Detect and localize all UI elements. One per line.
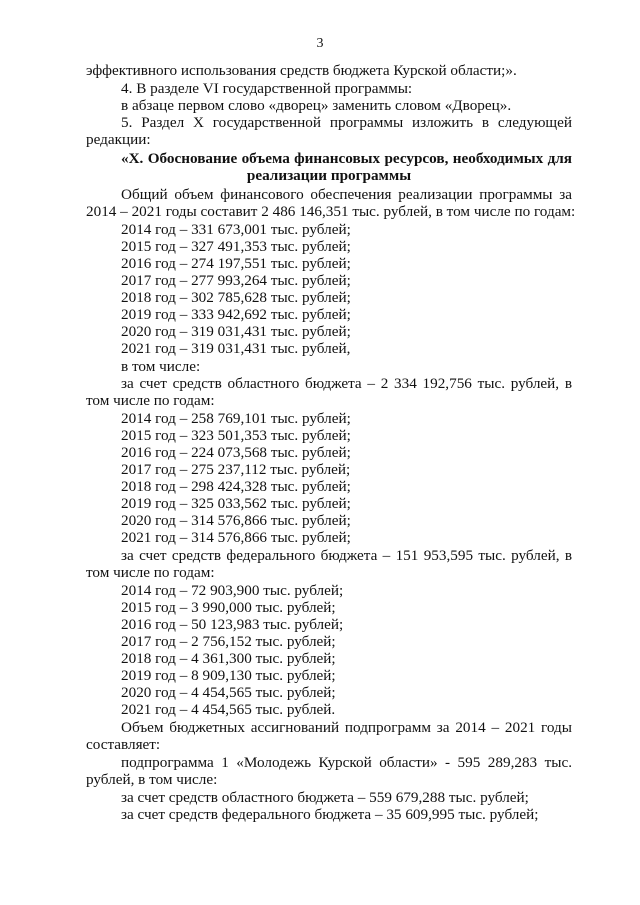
total-year-line: 2015 год – 327 491,353 тыс. рублей;	[121, 238, 351, 255]
regional-year-line: 2018 год – 298 424,328 тыс. рублей;	[121, 478, 351, 495]
federal-year-line: 2021 год – 4 454,565 тыс. рублей.	[121, 701, 336, 718]
federal-year-line: 2015 год – 3 990,000 тыс. рублей;	[121, 599, 336, 616]
total-year-line: 2019 год – 333 942,692 тыс. рублей;	[121, 306, 351, 323]
total-year-line: 2021 год – 319 031,431 тыс. рублей,	[121, 340, 351, 357]
text-line: составляет:	[86, 736, 161, 753]
text-line: Общий объем финансового обеспечения реализации программы за	[121, 186, 572, 203]
total-year-line: 2020 год – 319 031,431 тыс. рублей;	[121, 323, 351, 340]
regional-year-line: 2015 год – 323 501,353 тыс. рублей;	[121, 427, 351, 444]
regional-year-line: 2021 год – 314 576,866 тыс. рублей;	[121, 529, 351, 546]
text-line: в абзаце первом слово «дворец» заменить словом «Дворец».	[121, 97, 512, 114]
section-heading-line1: «X. Обоснование объема финансовых ресурсов, необходимых для	[121, 150, 572, 167]
total-year-line: 2018 год – 302 785,628 тыс. рублей;	[121, 289, 351, 306]
federal-year-line: 2016 год – 50 123,983 тыс. рублей;	[121, 616, 344, 633]
text-line: редакции:	[86, 131, 151, 148]
total-year-line: 2017 год – 277 993,264 тыс. рублей;	[121, 272, 351, 289]
regional-year-line: 2020 год – 314 576,866 тыс. рублей;	[121, 512, 351, 529]
text-line: 4. В разделе VI государственной программы:	[121, 80, 413, 97]
regional-year-line: 2014 год – 258 769,101 тыс. рублей;	[121, 410, 351, 427]
text-line: за счет средств областного бюджета – 559 679,288 тыс. рублей;	[121, 789, 529, 806]
text-line: эффективного использования средств бюджета Курской области;».	[86, 62, 517, 79]
federal-year-line: 2018 год – 4 361,300 тыс. рублей;	[121, 650, 336, 667]
text-line: 2014 – 2021 годы составит 2 486 146,351 тыс. рублей, в том числе по годам:	[86, 203, 576, 220]
federal-year-line: 2017 год – 2 756,152 тыс. рублей;	[121, 633, 336, 650]
section-heading-line2: реализации программы	[246, 167, 412, 184]
federal-year-line: 2019 год – 8 909,130 тыс. рублей;	[121, 667, 336, 684]
regional-year-line: 2016 год – 224 073,568 тыс. рублей;	[121, 444, 351, 461]
text-line: за счет средств федерального бюджета – 35 609,995 тыс. рублей;	[121, 806, 539, 823]
total-year-line: 2016 год – 274 197,551 тыс. рублей;	[121, 255, 351, 272]
federal-year-line: 2020 год – 4 454,565 тыс. рублей;	[121, 684, 336, 701]
regional-year-line: 2019 год – 325 033,562 тыс. рублей;	[121, 495, 351, 512]
text-line: том числе по годам:	[86, 392, 215, 409]
text-line: рублей, в том числе:	[86, 771, 218, 788]
text-line: том числе по годам:	[86, 564, 215, 581]
text-line: за счет средств федерального бюджета – 151 953,595 тыс. рублей, в	[121, 547, 572, 564]
page-number: 3	[316, 36, 324, 51]
text-line: 5. Раздел X государственной программы изложить в следующей	[121, 114, 572, 131]
total-year-line: 2014 год – 331 673,001 тыс. рублей;	[121, 221, 351, 238]
text-line: подпрограмма 1 «Молодежь Курской области» - 595 289,283 тыс.	[121, 754, 572, 771]
text-line: Объем бюджетных ассигнований подпрограмм за 2014 – 2021 годы	[121, 719, 572, 736]
text-line: за счет средств областного бюджета – 2 334 192,756 тыс. рублей, в	[121, 375, 572, 392]
federal-year-line: 2014 год – 72 903,900 тыс. рублей;	[121, 582, 344, 599]
text-line: в том числе:	[121, 358, 201, 375]
regional-year-line: 2017 год – 275 237,112 тыс. рублей;	[121, 461, 351, 478]
